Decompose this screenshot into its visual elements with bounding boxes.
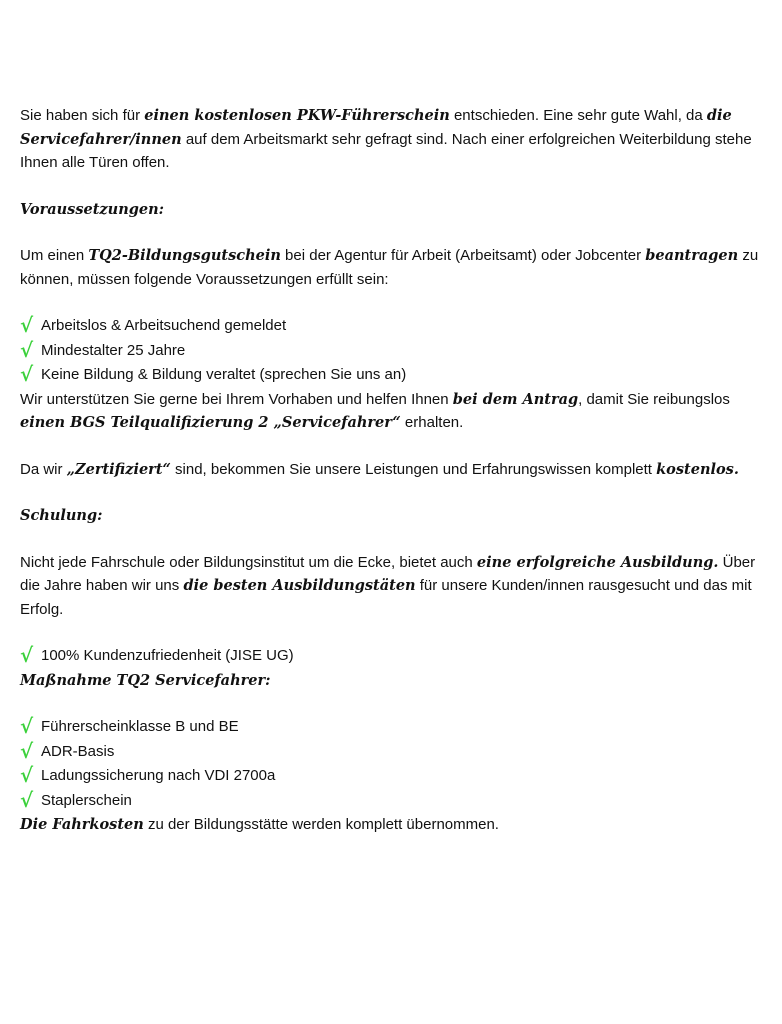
intro-emphasis-service-drivers: die Servicefahrer/innen xyxy=(20,107,732,148)
check-icon: √ xyxy=(20,763,34,787)
check-icon: √ xyxy=(20,714,34,738)
support-text-3: erhalten. xyxy=(400,414,464,431)
intro-text-1: Sie haben sich für xyxy=(20,107,145,124)
list-item xyxy=(20,740,772,765)
support-text-1: Wir unterstützen Sie gerne bei Ihrem Vorhaben und helfen Ihnen xyxy=(20,390,453,408)
list-item-label: Staplerschein xyxy=(41,791,132,809)
satisfaction-list xyxy=(20,644,772,669)
intro-emphasis-free-license: einen kostenlosen PKW-Führerschein xyxy=(144,107,450,124)
voraussetzungen-text-1: Um einen xyxy=(20,247,89,264)
list-item xyxy=(20,715,772,740)
footer-text: zu der Bildungsstätte werden komplett übernommen. xyxy=(143,816,499,833)
list-item xyxy=(20,789,772,814)
footer-paragraph xyxy=(20,813,772,837)
check-icon: √ xyxy=(20,643,34,667)
certified-emphasis-free: kostenlos. xyxy=(656,460,739,478)
check-icon: √ xyxy=(20,313,34,337)
schulung-text-2: Über die Jahre haben wir uns xyxy=(20,553,756,594)
check-icon: √ xyxy=(20,337,34,362)
voraussetzungen-paragraph xyxy=(20,244,772,291)
voraussetzungen-emphasis-voucher: TQ2-Bildungsgutschein xyxy=(88,247,281,264)
schulung-paragraph xyxy=(20,551,772,622)
intro-text-3: auf dem Arbeitsmarkt sehr gefragt sind. Nach einer erfolgreichen Weiterbildung stehe Ihnen alle Türen offen. xyxy=(20,130,752,171)
voraussetzungen-emphasis-apply: beantragen xyxy=(645,247,739,264)
intro-paragraph xyxy=(20,104,772,175)
schulung-emphasis-best-sites: die besten Ausbildungstäten xyxy=(183,577,416,594)
measure-list xyxy=(20,715,772,813)
list-item xyxy=(20,314,772,339)
heading-massnahme: Maßnahme TQ2 Servicefahrer: xyxy=(20,671,271,689)
schulung-text-1: Nicht jede Fahrschule oder Bildungsinstitut um die Ecke, bietet auch xyxy=(20,553,477,571)
list-item xyxy=(20,764,772,789)
check-icon: √ xyxy=(20,362,34,386)
requirements-list xyxy=(20,314,772,388)
list-item xyxy=(20,363,772,388)
heading-schulung: Schulung: xyxy=(20,507,103,524)
list-item-label: Keine Bildung & Bildung veraltet (sprechen Sie uns an) xyxy=(41,366,407,383)
support-emphasis-qualification: einen BGS Teilqualifizierung 2 „Servicefahrer“ xyxy=(20,414,401,431)
certified-text-1: Da wir xyxy=(20,460,67,478)
list-item-label: Führerscheinklasse B und BE xyxy=(41,718,239,735)
check-icon: √ xyxy=(20,738,34,763)
list-item xyxy=(20,644,772,669)
voraussetzungen-text-2: bei der Agentur für Arbeit (Arbeitsamt) oder Jobcenter xyxy=(280,247,646,264)
list-item-label: Arbeitslos & Arbeitsuchend gemeldet xyxy=(41,317,287,334)
certified-text-2: sind, bekommen Sie unsere Leistungen und Erfahrungswissen komplett xyxy=(170,460,657,478)
heading-voraussetzungen: Voraussetzungen: xyxy=(20,200,164,218)
check-icon: √ xyxy=(20,787,34,812)
schulung-emphasis-training: eine erfolgreiche Ausbildung. xyxy=(476,553,719,571)
voraussetzungen-text-3: zu können, müssen folgende Voraussetzungen erfüllt sein: xyxy=(20,247,759,288)
list-item-label: Ladungssicherung nach VDI 2700a xyxy=(41,767,276,784)
list-item-label: Mindestalter 25 Jahre xyxy=(41,341,186,359)
intro-text-2: entschieden. Eine sehr gute Wahl, da xyxy=(449,107,707,124)
support-text-2: , damit Sie reibungslos xyxy=(578,390,730,408)
document-content xyxy=(20,104,772,837)
schulung-text-3: für unsere Kunden/innen rausgesucht und das mit Erfolg. xyxy=(20,577,752,618)
support-emphasis-application: bei dem Antrag xyxy=(452,390,579,408)
list-item xyxy=(20,339,772,364)
certified-emphasis-certified: „Zertifiziert“ xyxy=(66,460,171,478)
list-item-label: ADR-Basis xyxy=(41,742,115,760)
list-item-label: 100% Kundenzufriedenheit (JISE UG) xyxy=(41,647,294,664)
certified-paragraph xyxy=(20,458,772,482)
footer-emphasis-travel-costs: Die Fahrkosten xyxy=(20,816,144,833)
support-paragraph xyxy=(20,388,772,435)
